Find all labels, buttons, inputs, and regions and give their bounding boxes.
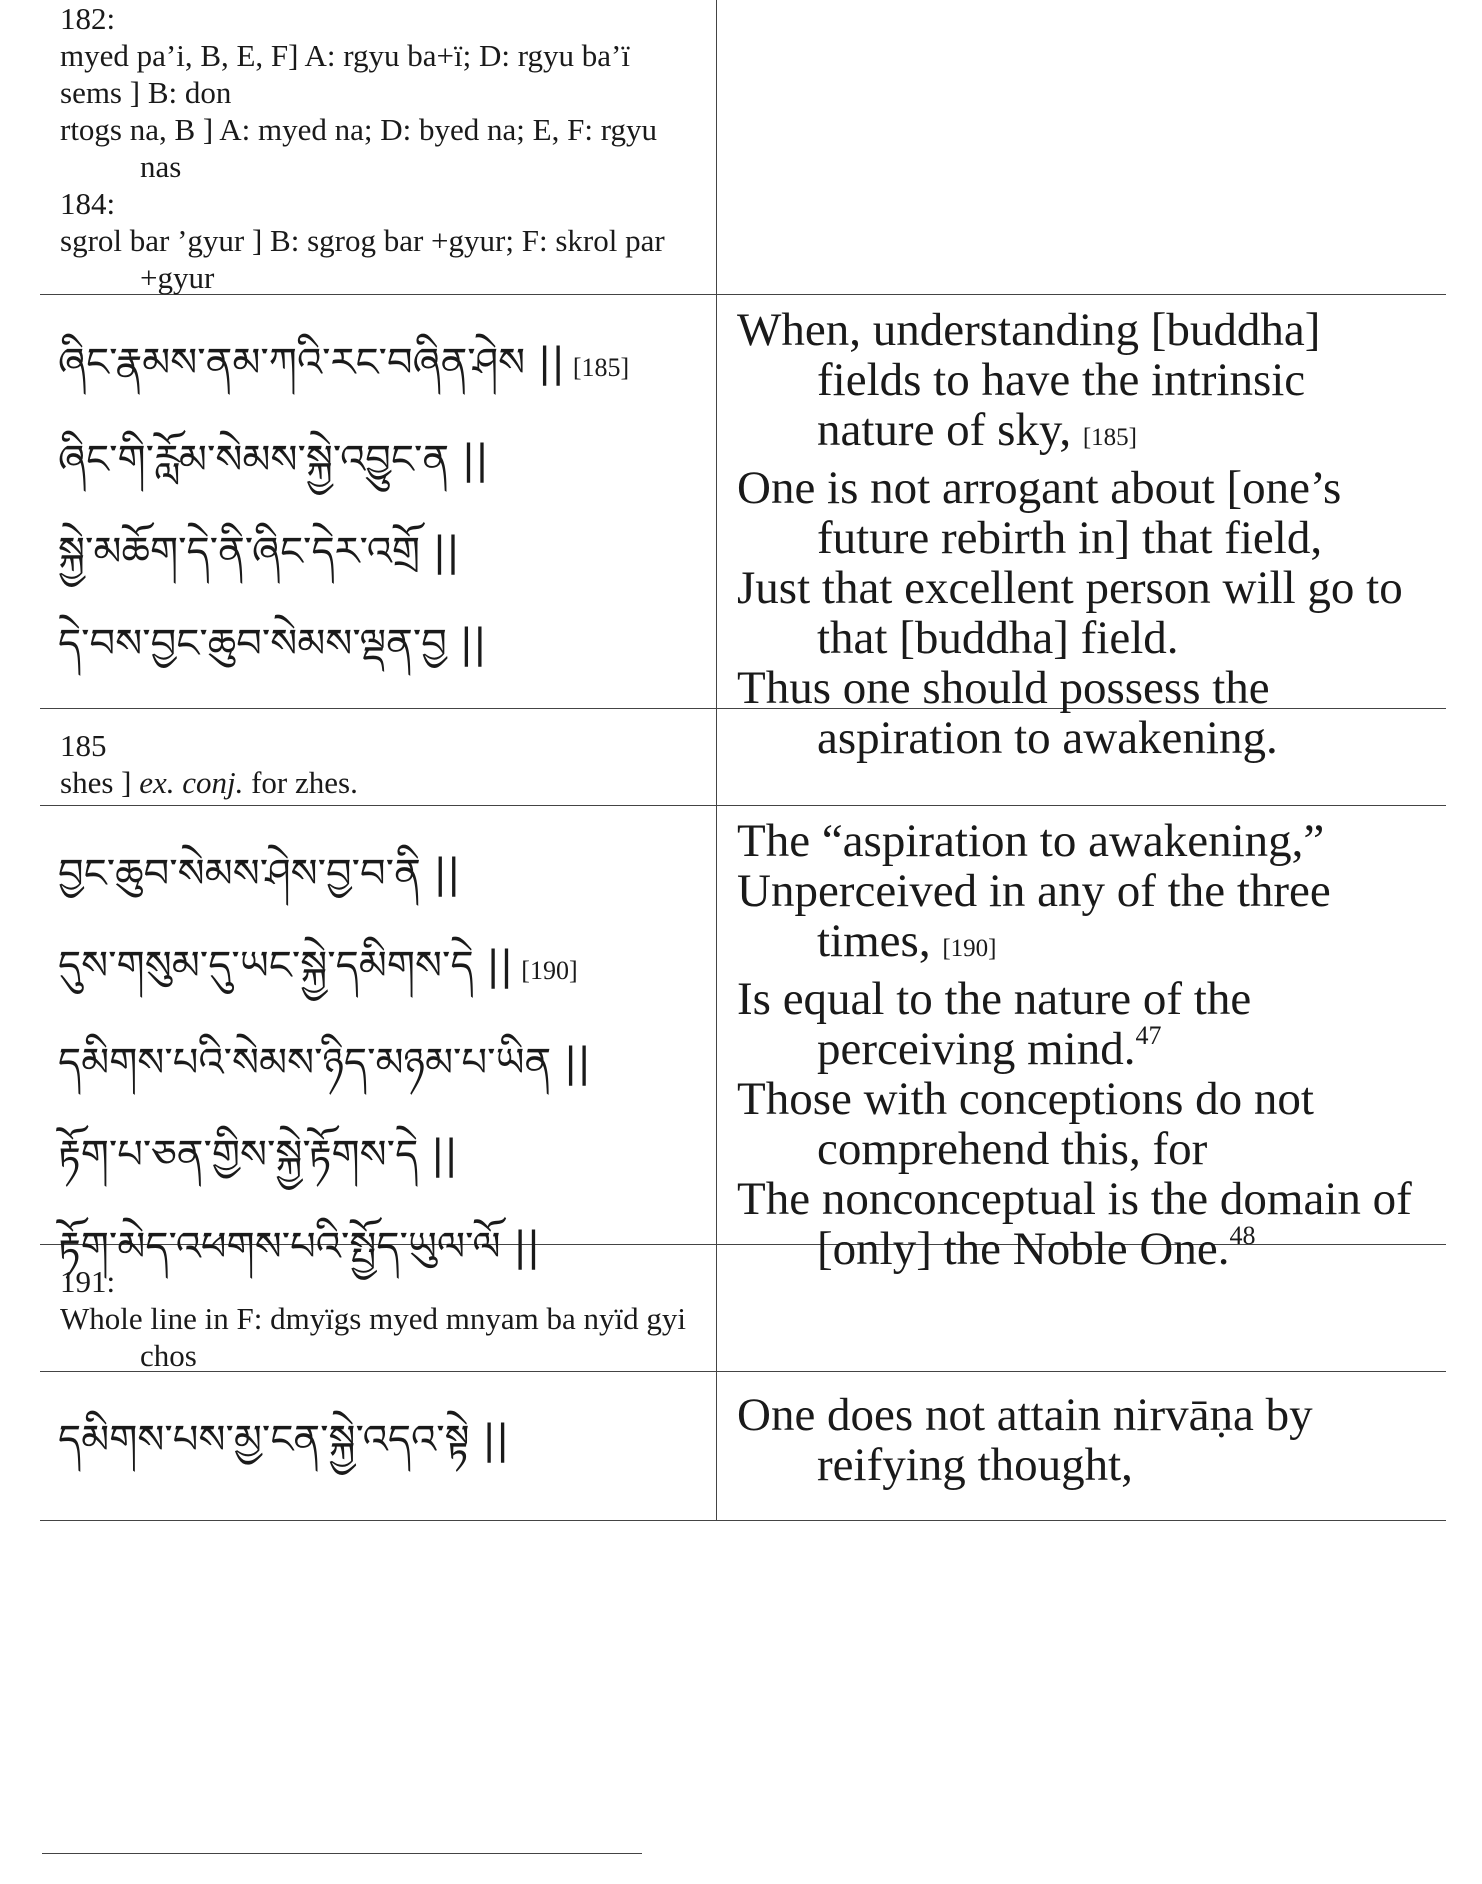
- translation-line: The “aspiration to awakening,”: [737, 815, 1325, 867]
- apparatus-row-191: [40, 1245, 1446, 1372]
- translation-line: The nonconceptual is the domain of [only] the Noble One.$^{48}$: [737, 1173, 1412, 1275]
- apparatus-line-number: 185: [60, 728, 107, 763]
- apparatus-line-number: 182:: [60, 1, 116, 36]
- translation-line: One is not arrogant about [one’s future rebirth in] that field,: [737, 462, 1342, 564]
- empty-translation-cell: [717, 1245, 1446, 1371]
- tibetan-verse-cell: [40, 806, 717, 1270]
- tibetan-verse-cell: [40, 295, 717, 708]
- empty-translation-cell: [717, 0, 1446, 294]
- apparatus-cell: [40, 1245, 717, 1371]
- translation-line: Just that excellent person will go to that [buddha] field.: [737, 562, 1403, 664]
- tibetan-line: དུས་གསུམ་དུ་ཡང་སྐྱེ་དམིགས་དེ || [190]: [58, 943, 578, 989]
- abbreviation: ex. conj.: [139, 765, 244, 800]
- translation-line: When, understanding [buddha] fields to have the intrinsic nature of sky, [185]: [737, 304, 1321, 456]
- tibetan-line: བྱང་ཆུབ་སེམས་ཤེས་བྱ་བ་ནི ||: [58, 851, 461, 897]
- english-translation-cell: [717, 1372, 1446, 1520]
- apparatus-line-number: 191:: [60, 1264, 116, 1299]
- verse-row-185: [40, 295, 1446, 764]
- apparatus-note: shes ] ex. conj. for zhes.: [60, 765, 358, 800]
- tibetan-line: རྟོག་མེད་འཕགས་པའི་སྤྱོད་ཡུལ་ལོ ||: [58, 1224, 541, 1270]
- translation-line: Is equal to the nature of the perceiving mind.$^{47}$: [737, 973, 1252, 1075]
- apparatus-note: sems ] B: don: [60, 75, 232, 110]
- translation-line: Those with conceptions do not comprehend this, for: [737, 1073, 1314, 1175]
- apparatus-cell: [40, 709, 717, 805]
- line-reference: [190]: [521, 956, 578, 985]
- apparatus-row-185: [40, 709, 1446, 806]
- line-reference: [185]: [1082, 424, 1137, 451]
- translation-line: Thus one should possess the aspiration to awakening.: [737, 662, 1278, 764]
- tibetan-line: ཞིང་རྣམས་ནམ་ཀའི་རང་བཞིན་ཤེས || [185]: [58, 340, 630, 386]
- tibetan-line: དམིགས་པས་མྱ་ངན་སྐྱེ་འདའ་སྟེ ||: [58, 1417, 510, 1463]
- apparatus-note: Whole line in F: dmyïgs myed mnyam ba nyïd gyi chos: [60, 1301, 686, 1373]
- apparatus-row-182: [40, 0, 1446, 295]
- line-reference: [190]: [942, 935, 997, 962]
- tibetan-line: ཞིང་གི་རློམ་སེམས་སྐྱེ་འབྱུང་ན ||: [58, 437, 489, 483]
- line-reference: [185]: [572, 353, 630, 382]
- english-translation-cell: [717, 806, 1446, 1275]
- verse-row-191: [40, 1372, 1446, 1521]
- translation-line: Unperceived in any of the three times, [190]: [737, 865, 1331, 967]
- tibetan-line: དེ་བས་བྱང་ཆུབ་སེམས་ལྡན་བྱ ||: [58, 621, 487, 667]
- footnote-marker: 48: [1229, 1221, 1256, 1250]
- tibetan-line: སྐྱེ་མཆོག་དེ་ནི་ཞིང་དེར་འགྲོ ||: [58, 529, 460, 575]
- english-translation-cell: [717, 295, 1446, 764]
- apparatus-line-number: 184:: [60, 186, 116, 221]
- apparatus-cell: [40, 0, 717, 294]
- empty-translation-cell: [717, 709, 1446, 805]
- apparatus-note: sgrol bar ’gyur ] B: sgrog bar +gyur; F: skrol par +gyur: [60, 223, 665, 295]
- tibetan-line: དམིགས་པའི་སེམས་ཉིད་མཉམ་པ་ཡིན ||: [58, 1040, 591, 1086]
- tibetan-line: རྟོག་པ་ཅན་གྱིས་སྐྱེ་རྟོགས་དེ ||: [58, 1132, 458, 1178]
- translation-line: One does not attain nirvāṇa by reifying thought,: [737, 1389, 1313, 1491]
- apparatus-note: rtogs na, B ] A: myed na; D: byed na; E, F: rgyu nas: [60, 112, 657, 184]
- footnote-marker: 47: [1135, 1021, 1162, 1050]
- edition-page: [40, 0, 1446, 1521]
- footnote-separator: [42, 1853, 642, 1854]
- tibetan-verse-cell: [40, 1372, 717, 1520]
- apparatus-note: myed pa’i, B, E, F] A: rgyu ba+ï; D: rgyu ba’ï: [60, 38, 630, 73]
- verse-row-190: [40, 806, 1446, 1275]
